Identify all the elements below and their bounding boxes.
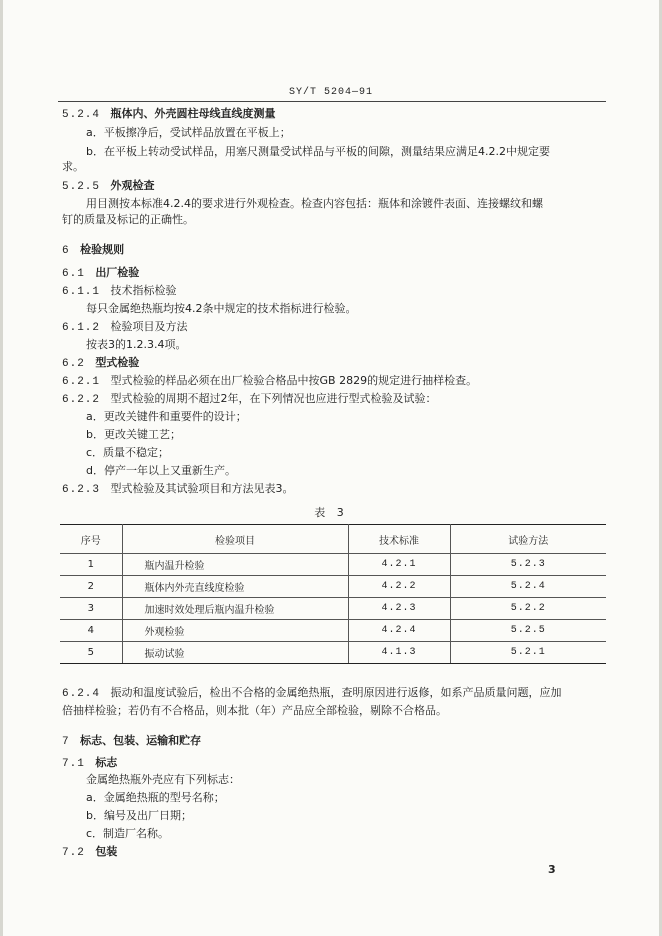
section-5-2-4-heading: 5.2.4 瓶体内、外壳圆柱母线直线度测量 [62,107,276,121]
section-6-1-1-para: 每只金属绝热瓶均按4.2条中规定的技术指标进行检验。 [86,302,357,315]
section-6-1-2-heading: 6.1.2 检验项目及方法 [62,320,188,334]
cell-method: 5.2.1 [450,642,606,664]
cell-item: 瓶体内外壳直线度检验 [122,576,348,598]
cell-no: 5 [60,642,122,664]
cell-item: 振动试验 [122,642,348,664]
section-6-1-2-para: 按表3的1.2.3.4项。 [86,338,187,351]
section-6-2-heading: 6.2 型式检验 [62,356,140,370]
cell-standard: 4.2.2 [348,576,450,598]
section-5-2-5-para-line2: 钉的质量及标记的正确性。 [62,213,194,226]
section-7-1-item-c: c．制造厂名称。 [86,827,170,840]
section-7-1-item-b: b．编号及出厂日期； [86,809,192,822]
cell-item: 加速时效处理后瓶内温升检验 [122,598,348,620]
cell-method: 5.2.4 [450,576,606,598]
cell-method: 5.2.3 [450,554,606,576]
section-6-2-2-para: 6.2.2 型式检验的周期不超过2年，在下列情况也应进行型式检验及试验： [62,392,437,406]
table-row [60,576,606,598]
cell-standard: 4.1.3 [348,642,450,664]
cell-standard: 4.2.3 [348,598,450,620]
section-6-2-1-para: 6.2.1 型式检验的样品必须在出厂检验合格品中按GB 2829的规定进行抽样检查。 [62,374,478,388]
table-caption: 表 3 [314,506,348,519]
table-row [60,620,606,642]
cell-no: 4 [60,620,122,642]
page-header: SY/T 5204—91 [288,87,373,98]
cell-item: 瓶内温升检验 [122,554,348,576]
page-number: 3 [548,863,556,876]
cell-no: 1 [60,554,122,576]
section-5-2-4-item-b-line2: 求。 [62,160,84,173]
section-6-2-4-para-line1: 6.2.4 振动和温度试验后，检出不合格的金属绝热瓶，查明原因进行返修，如系产品质量问题，应加 [62,686,562,700]
table-header-row [60,525,606,554]
section-6-2-2-item-a: a．更改关键件和重要件的设计； [86,410,247,423]
section-5-2-4-item-b-line1: b．在平板上转动受试样品，用塞尺测量受试样品与平板的间隙，测量结果应满足4.2.2中规定要 [86,145,550,158]
section-6-1-1-heading: 6.1.1 技术指标检验 [62,284,177,298]
section-5-2-5-heading: 5.2.5 外观检查 [62,179,155,193]
scan-edge-left [0,0,3,936]
section-6-1-heading: 6.1 出厂检验 [62,266,140,280]
cell-method: 5.2.5 [450,620,606,642]
section-6-2-4-para-line2: 倍抽样检验；若仍有不合格品，则本批（年）产品应全部检验，剔除不合格品。 [62,704,447,717]
cell-standard: 4.2.1 [348,554,450,576]
section-7-1-item-a: a．金属绝热瓶的型号名称； [86,791,225,804]
section-7-heading: 7 标志、包装、运输和贮存 [62,734,202,748]
col-header-method: 试验方法 [450,525,606,554]
cell-standard: 4.2.4 [348,620,450,642]
section-6-2-3-para: 6.2.3 型式检验及其试验项目和方法见表3。 [62,482,294,496]
cell-item: 外观检验 [122,620,348,642]
section-6-2-2-item-b: b．更改关键工艺； [86,428,181,441]
table-row [60,598,606,620]
col-header-no: 序号 [60,525,122,554]
col-header-item: 检验项目 [122,525,348,554]
inspection-table [60,524,606,664]
table-row [60,554,606,576]
section-6-heading: 6 检验规则 [62,243,125,257]
header-rule [58,101,606,102]
section-5-2-5-para-line1: 用目测按本标准4.2.4的要求进行外观检查。检查内容包括：瓶体和涂镀件表面、连接螺纹和螺 [86,197,543,210]
section-7-1-para: 金属绝热瓶外壳应有下列标志： [86,773,240,786]
table-row [60,642,606,664]
cell-method: 5.2.2 [450,598,606,620]
col-header-standard: 技术标准 [348,525,450,554]
section-7-1-heading: 7.1 标志 [62,756,118,770]
section-7-2-heading: 7.2 包装 [62,845,118,859]
cell-no: 3 [60,598,122,620]
section-6-2-2-item-c: c．质量不稳定； [86,446,170,459]
section-5-2-4-item-a: a．平板擦净后，受试样品放置在平板上； [86,126,291,139]
section-6-2-2-item-d: d．停产一年以上又重新生产。 [86,464,236,477]
cell-no: 2 [60,576,122,598]
